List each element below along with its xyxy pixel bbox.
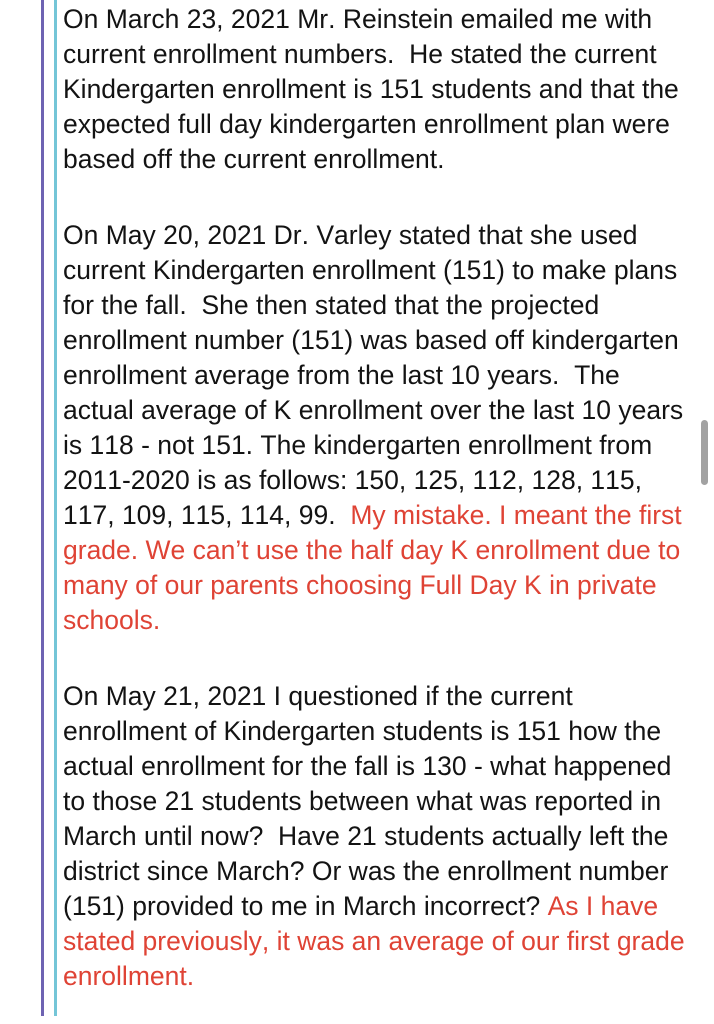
quoted-paragraph — [63, 218, 691, 638]
text-segment-black: On March 23, 2021 Mr. Reinstein emailed me with current enrollment numbers. He stated the current Kindergarten enrollment is 151 students and that the expected full day kindergarten enrollment plan were based off the current enrollment. — [63, 4, 687, 174]
text-segment-black: On May 21, 2021 I questioned if the current enrollment of Kindergarten students is 151 how the actual enrollment for the fall is 130 - what happened to those 21 students between what was reported in March until now? Have 21 students actually left the district since March? Or was the enrollment number (151) provided to me in March incorrect? — [63, 681, 679, 921]
quoted-email-text — [57, 0, 692, 994]
text-segment-black: On May 20, 2021 Dr. Varley stated that she used current Kindergarten enrollment (151) to make plans for the fall. She then stated that the projected enrollment number (151) was based off kindergarten enrollment average from the last 10 years. The actual average of K enrollment over the last 10 years is 118 - not 151. The kindergarten enrollment from 2011-2020 is as follows: 150, 125, 112, 128, 115, 117, 109, 115, 114, 99. — [63, 220, 691, 530]
text-segment-red: As I have stated previously, it was an average of our first grade enrollment. — [63, 891, 692, 991]
quote-bar-level-2 — [54, 0, 692, 1016]
quote-bar-level-1 — [41, 0, 692, 1016]
scrollbar-thumb[interactable] — [701, 420, 708, 485]
quoted-paragraph — [63, 679, 692, 994]
quoted-paragraph — [63, 2, 688, 177]
text-segment-red: My mistake. I meant the first grade. We can’t use the half day K enrollment due to many of our parents choosing Full Day K in private schools. — [63, 500, 690, 635]
